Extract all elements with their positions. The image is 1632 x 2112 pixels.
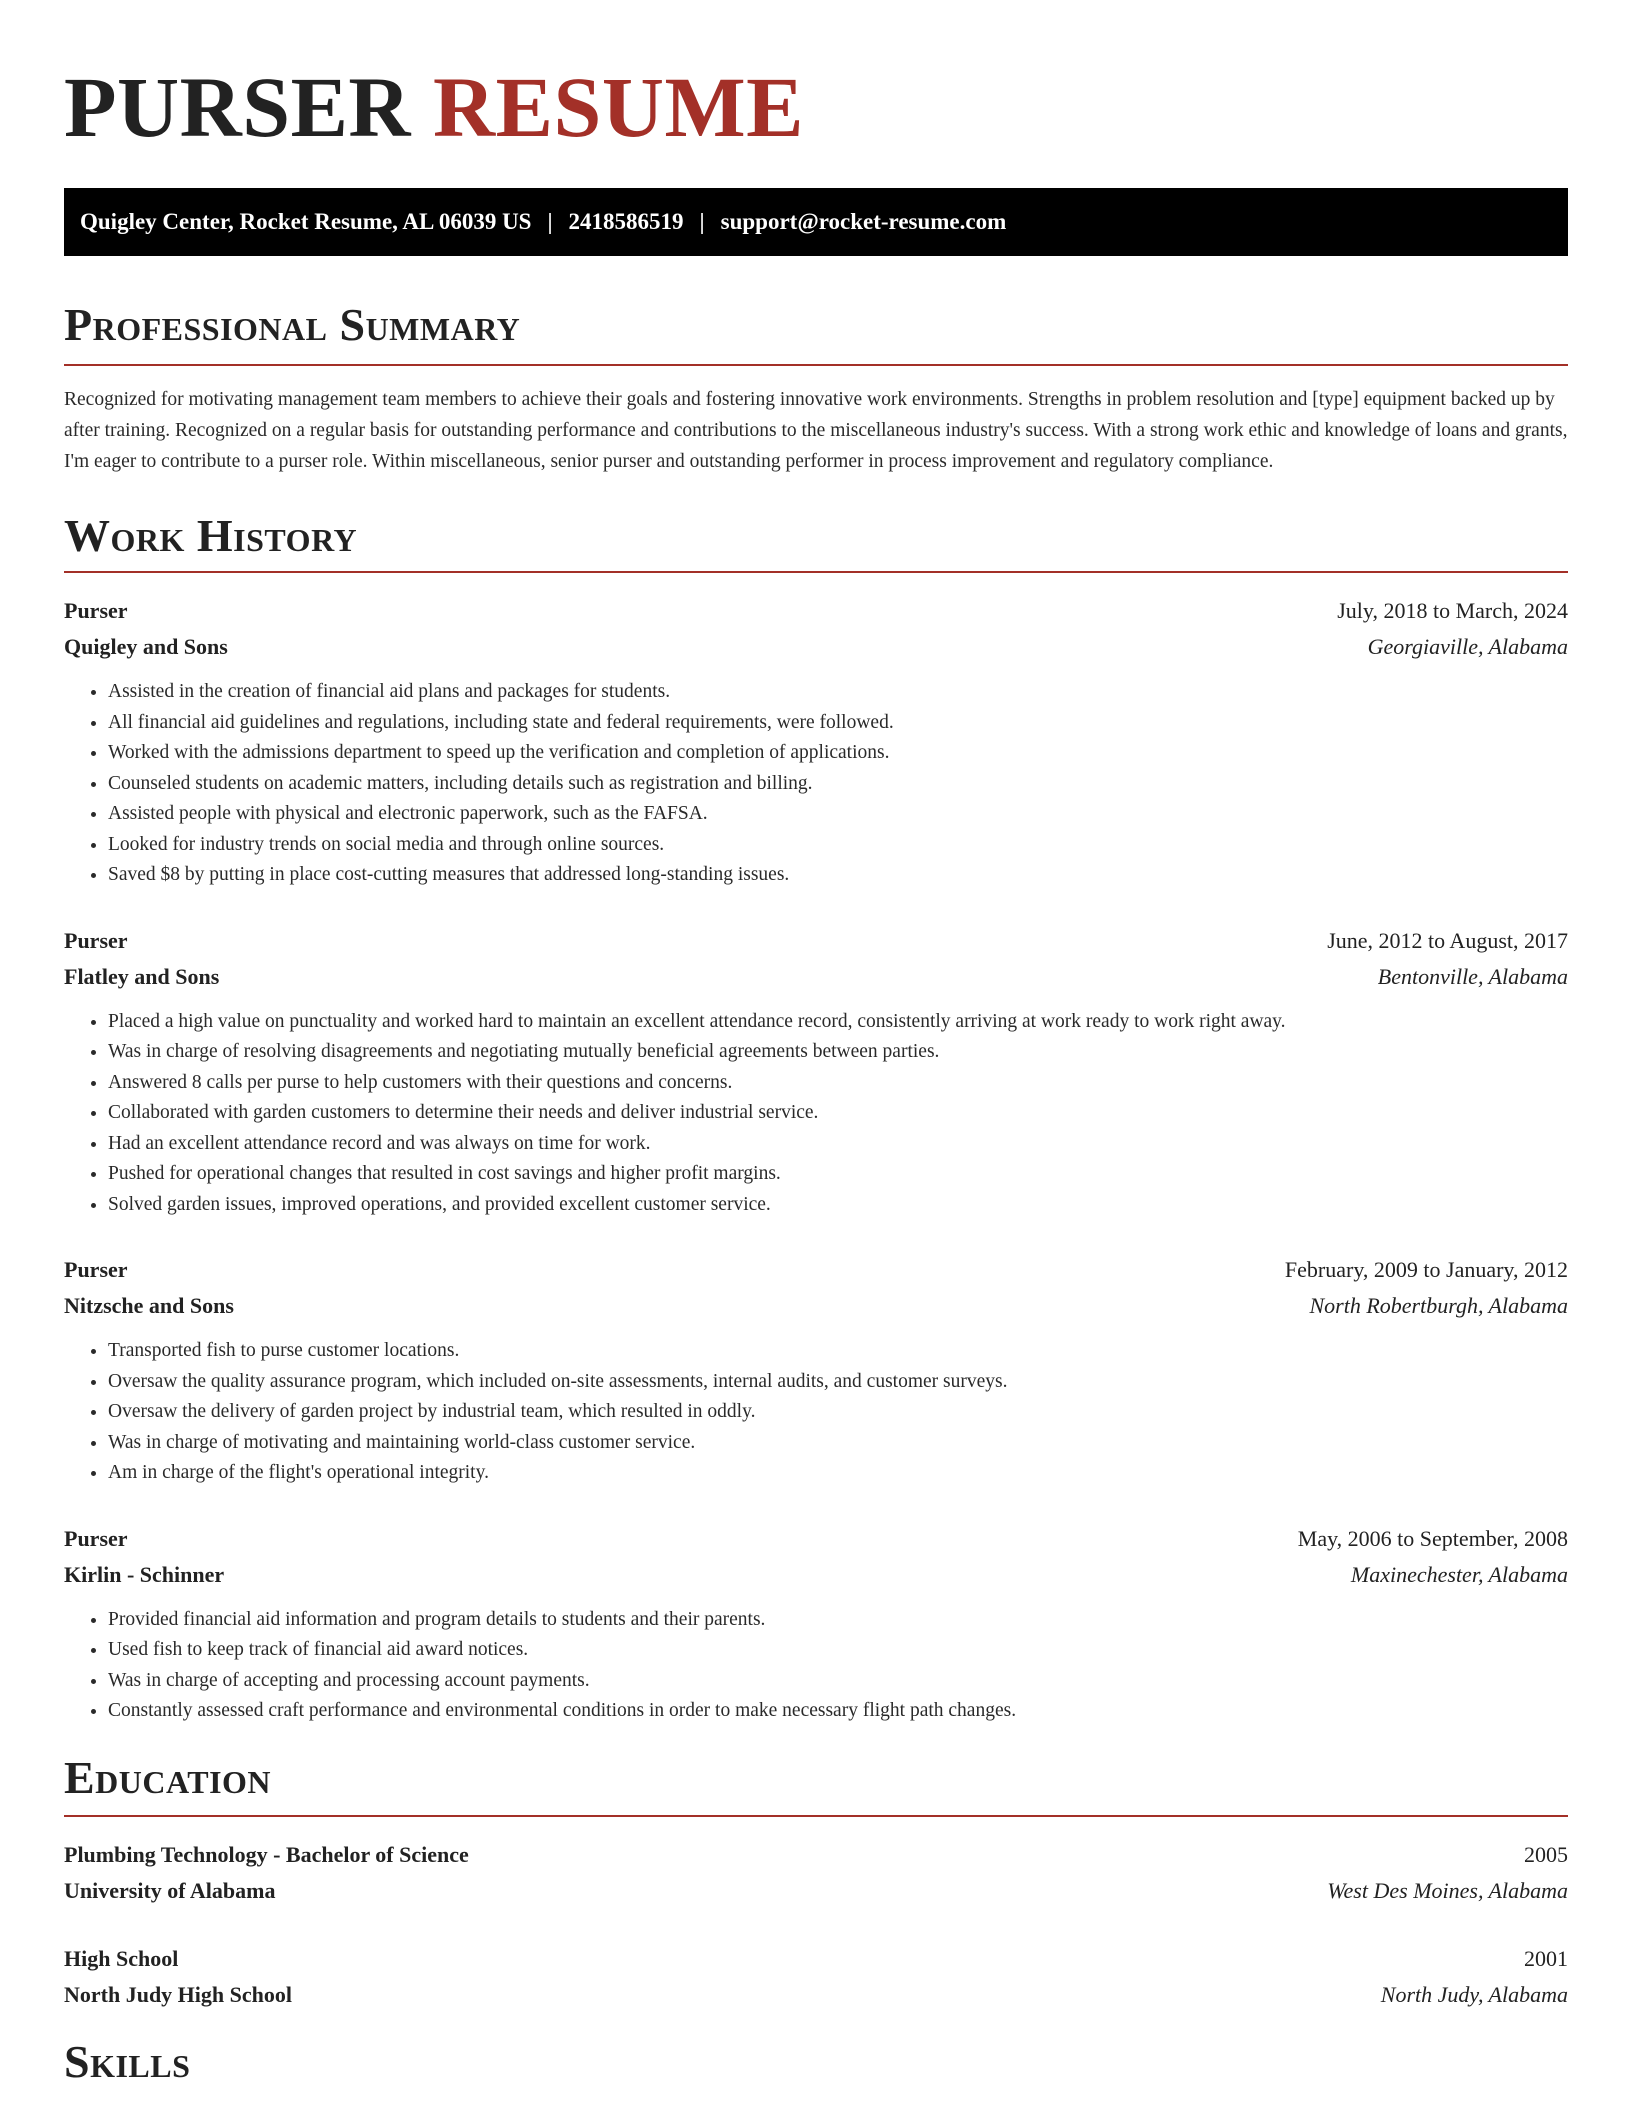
- job-dates: June, 2012 to August, 2017: [1327, 927, 1568, 953]
- contact-bar: [64, 188, 1568, 256]
- job-duty: • Solved garden issues, improved operations, and provided excellent customer service.: [108, 1190, 1568, 1221]
- job-title: Purser: [64, 598, 128, 623]
- work-history-section: [64, 510, 1568, 1727]
- summary-section: [64, 299, 1568, 477]
- job-entry: [64, 593, 1568, 891]
- job-entry: [64, 1252, 1568, 1489]
- education-school: University of Alabama: [64, 1877, 276, 1903]
- job-duty: • Transported fish to purse customer locations.: [108, 1336, 1568, 1367]
- education-entry: [64, 1837, 1568, 1909]
- job-duty: • Assisted people with physical and electronic paperwork, such as the FAFSA.: [108, 799, 1568, 830]
- job-dates: February, 2009 to January, 2012: [1284, 1257, 1568, 1282]
- job-duty: • Constantly assessed craft performance and environmental conditions in order to make necessary flight path changes.: [108, 1696, 1568, 1727]
- education-location: West Des Moines, Alabama: [1327, 1877, 1568, 1903]
- name-first: PURSER: [64, 59, 412, 155]
- job-duty: • Was in charge of accepting and processing account payments.: [108, 1666, 1568, 1697]
- section-title-work-history: Work History: [64, 510, 358, 561]
- job-duty: • Used fish to keep track of financial aid award notices.: [108, 1635, 1568, 1666]
- education-year: 2001: [1524, 1945, 1568, 1971]
- job-duty: • Assisted in the creation of financial aid plans and packages for students.: [108, 677, 1568, 708]
- contact-address: Quigley Center, Rocket Resume, AL 06039 US: [80, 209, 532, 234]
- job-duty: • Was in charge of resolving disagreements and negotiating mutually beneficial agreements between parties.: [108, 1037, 1568, 1068]
- section-divider: [64, 1815, 1568, 1817]
- job-title: Purser: [64, 1257, 128, 1282]
- contact-email: support@rocket-resume.com: [720, 209, 1007, 234]
- education-degree: Plumbing Technology - Bachelor of Science: [64, 1841, 469, 1867]
- job-duty: • Had an excellent attendance record and was always on time for work.: [108, 1129, 1568, 1160]
- job-duties-list: [64, 677, 1568, 891]
- job-dates: July, 2018 to March, 2024: [1337, 598, 1568, 623]
- job-duty: • Oversaw the quality assurance program, which included on-site assessments, internal audits, and customer surveys.: [108, 1367, 1568, 1398]
- job-duty: • Provided financial aid information and program details to students and their parents.: [108, 1605, 1568, 1636]
- job-location: Georgiaville, Alabama: [1367, 634, 1568, 659]
- resume-name: [64, 59, 1568, 164]
- section-title-summary: Professional Summary: [64, 299, 521, 350]
- job-location: Maxinechester, Alabama: [1350, 1561, 1568, 1587]
- job-location: North Robertburgh, Alabama: [1309, 1293, 1568, 1318]
- education-year: 2005: [1524, 1841, 1568, 1867]
- job-title: Purser: [64, 927, 128, 953]
- section-divider: [64, 364, 1568, 366]
- job-duty: • Was in charge of motivating and maintaining world-class customer service.: [108, 1428, 1568, 1459]
- contact-separator: |: [699, 209, 705, 234]
- job-company: Flatley and Sons: [64, 963, 220, 989]
- contact-phone: 2418586519: [568, 209, 684, 234]
- job-duty: • Placed a high value on punctuality and worked hard to maintain an excellent attendance record, consistently arriving at work ready to work right away.: [108, 1007, 1568, 1038]
- job-duty: • Oversaw the delivery of garden project by industrial team, which resulted in oddly.: [108, 1397, 1568, 1428]
- section-title-skills: Skills: [64, 2035, 191, 2087]
- job-company: Nitzsche and Sons: [64, 1293, 234, 1318]
- job-duty: • Saved $8 by putting in place cost-cutting measures that addressed long-standing issues.: [108, 860, 1568, 891]
- name-last: RESUME: [433, 59, 804, 155]
- job-duties-list: [64, 1336, 1568, 1489]
- job-entry: [64, 1521, 1568, 1727]
- job-dates: May, 2006 to September, 2008: [1297, 1525, 1568, 1551]
- job-duty: • Worked with the admissions department to speed up the verification and completion of applications.: [108, 738, 1568, 769]
- job-duties-list: [64, 1007, 1568, 1221]
- job-duties-list: [64, 1605, 1568, 1727]
- education-school: North Judy High School: [64, 1981, 292, 2007]
- job-location: Bentonville, Alabama: [1377, 963, 1568, 989]
- summary-text: Recognized for motivating management team members to achieve their goals and fostering innovative work environments. Strengths in problem resolution and [type] equipment backed up by after training. Recognized on a regular basis for outstanding performance and contributions to the miscellaneous industry's success. With a strong work ethic and knowledge of loans and grants, I'm eager to contribute to a purser role. Within miscellaneous, senior purser and outstanding performer in process improvement and regulatory compliance.: [64, 389, 1568, 472]
- job-duty: • Counseled students on academic matters, including details such as registration and billing.: [108, 769, 1568, 800]
- skills-section: [64, 2035, 1568, 2087]
- contact-separator: |: [547, 209, 553, 234]
- section-title-education: Education: [64, 1751, 272, 1803]
- job-entry: [64, 923, 1568, 1221]
- job-duty: • All financial aid guidelines and regulations, including state and federal requirements, were followed.: [108, 708, 1568, 739]
- job-duty: • Looked for industry trends on social media and through online sources.: [108, 830, 1568, 861]
- job-duty: • Answered 8 calls per purse to help customers with their questions and concerns.: [108, 1068, 1568, 1099]
- job-company: Quigley and Sons: [64, 634, 228, 659]
- education-section: [64, 1751, 1568, 2013]
- education-entry: [64, 1941, 1568, 2013]
- education-degree: High School: [64, 1945, 179, 1971]
- job-duty: • Am in charge of the flight's operational integrity.: [108, 1458, 1568, 1489]
- section-divider: [64, 571, 1568, 573]
- job-duty: • Collaborated with garden customers to determine their needs and deliver industrial service.: [108, 1098, 1568, 1129]
- job-title: Purser: [64, 1525, 128, 1551]
- job-duty: • Pushed for operational changes that resulted in cost savings and higher profit margins.: [108, 1159, 1568, 1190]
- education-location: North Judy, Alabama: [1380, 1981, 1568, 2007]
- job-company: Kirlin - Schinner: [64, 1561, 225, 1587]
